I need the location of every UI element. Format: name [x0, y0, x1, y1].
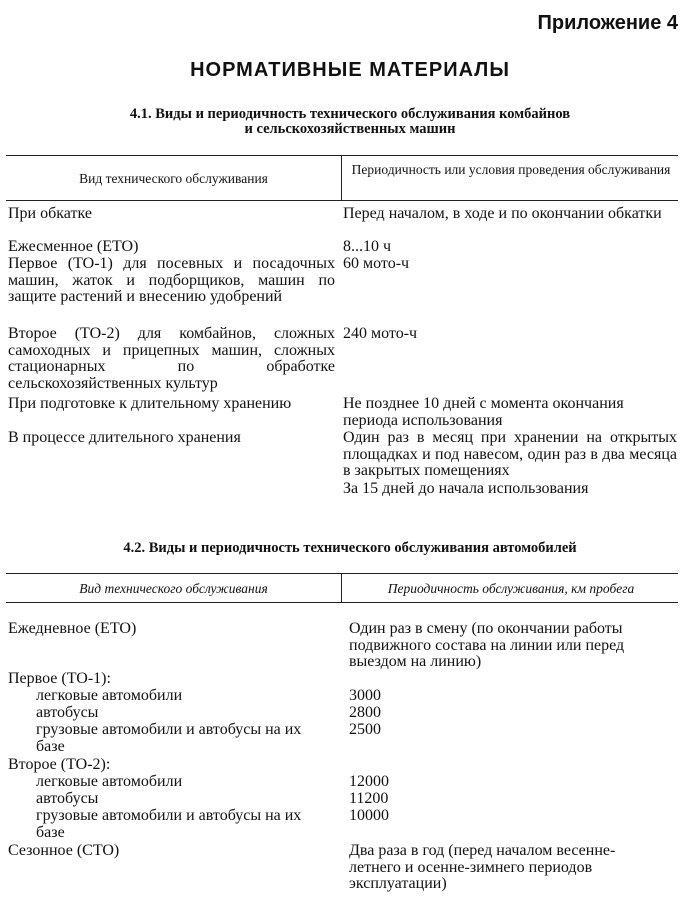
table-1-row-2-period: 8...10 ч [343, 238, 392, 255]
table-1-row-3-type: Первое (ТО-1) для посевных и посадочных машин, жаток и подборщиков, машин по защите растений и внесению удобрений [8, 255, 335, 305]
table-2-row-6-type: Второе (ТО-2): [8, 756, 111, 773]
page-title: НОРМАТИВНЫЕ МАТЕРИАЛЫ [190, 59, 510, 81]
section-2-title: 4.2. Виды и периодичность технического обслуживания автомобилей [123, 540, 577, 556]
table-1-header-col2: Периодичность или условия проведения обслуживания [351, 162, 671, 177]
table-2-row-3-period: 3000 [349, 687, 381, 704]
table-2-row-1-type: Ежедневное (ЕТО) [8, 620, 137, 637]
table-2-top-rule [6, 573, 678, 574]
table-2-row-10-period: Два раза в год (перед началом весенне-летнего и осенне-зимнего периодов эксплуатации) [349, 842, 616, 892]
table-1-row-1-period: Перед началом, в ходе и по окончании обкатки [343, 205, 662, 222]
table-2-row-8-period: 11200 [349, 790, 389, 807]
table-1-row-6-period: Один раз в месяц при хранении на открытых площадках и под навесом, один раз в два месяца в закрытых помещениях [343, 429, 677, 479]
table-2-row-3-type: легковые автомобили [36, 687, 183, 704]
table-2-header-col1: Вид технического обслуживания [79, 581, 268, 596]
table-1-row-4-period: 240 мото-ч [343, 325, 418, 342]
table-1-header-rule [6, 200, 678, 201]
table-2-row-2-type: Первое (ТО-1): [8, 670, 111, 687]
table-1-row-6-type: В процессе длительного хранения [8, 429, 241, 446]
table-1-row-1-type: При обкатке [8, 205, 92, 222]
table-2-row-8-type: автобусы [36, 790, 99, 807]
table-2-header-rule [6, 602, 678, 603]
table-2-row-5-period: 2500 [349, 721, 381, 738]
table-1-row-3-period: 60 мото-ч [343, 255, 410, 272]
table-2-row-7-period: 12000 [349, 773, 389, 790]
table-1-row-7-period: За 15 дней до начала использования [343, 480, 589, 497]
table-2-row-9-type: грузовые автомобили и автобусы на их базе [36, 807, 302, 841]
table-2-row-9-period: 10000 [349, 807, 389, 824]
table-2-row-5-type: грузовые автомобили и автобусы на их базе [36, 721, 302, 755]
table-1-row-5-period: Не позднее 10 дней с момента окончания периода использования [343, 395, 624, 429]
table-2-header-divider [341, 573, 342, 603]
table-1-header-divider [341, 155, 342, 201]
table-1-row-4-type: Второе (ТО-2) для комбайнов, сложных самоходных и прицепных машин, сложных стационарных по обработке сельскохозяйственных культур [8, 325, 335, 392]
section-1-title-line-2: и сельскохозяйственных машин [244, 121, 456, 137]
table-1-top-rule [6, 155, 678, 156]
section-1-title-line-1: 4.1. Виды и периодичность технического обслуживания комбайнов [129, 106, 571, 122]
appendix-label: Приложение 4 [537, 12, 678, 34]
table-1-header-col1: Вид технического обслуживания [79, 171, 268, 186]
table-1-row-5-type: При подготовке к длительному хранению [8, 395, 292, 412]
table-2-row-10-type: Сезонное (СТО) [8, 842, 120, 859]
table-1-row-2-type: Ежесменное (ЕТО) [8, 238, 139, 255]
table-2-row-4-period: 2800 [349, 704, 381, 721]
table-2-row-1-period: Один раз в смену (по окончании работы подвижного состава на линии или перед выездом на линию) [349, 620, 625, 670]
table-2-row-7-type: легковые автомобили [36, 773, 183, 790]
table-2-row-4-type: автобусы [36, 704, 99, 721]
table-2-header-col2: Периодичность обслуживания, км пробега [387, 581, 635, 596]
